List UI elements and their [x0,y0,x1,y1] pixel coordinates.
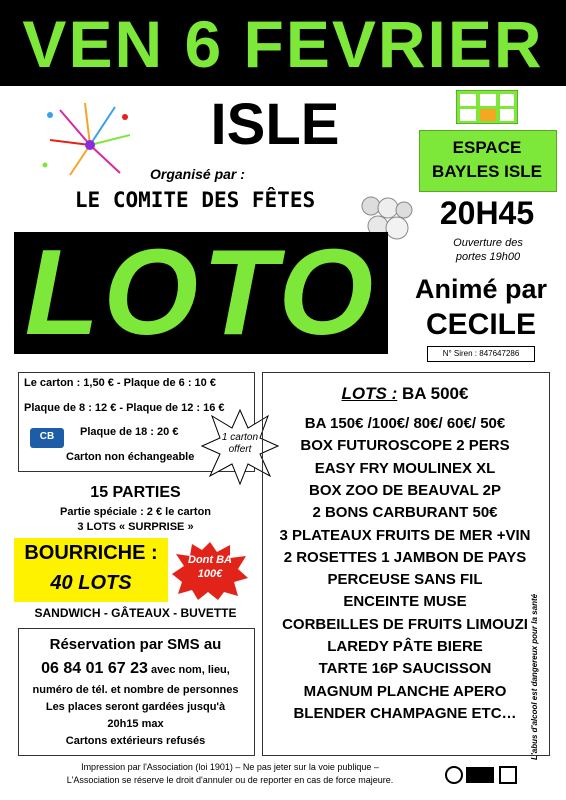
lot-item: TARTE 16P SAUCISSON [318,660,492,678]
bourriche-badge [178,553,242,581]
parties-title: 15 PARTIES [90,484,181,501]
footer-line1: Impression par l'Association (loi 1901) – Ne pas jeter sur la voie publique – [81,762,379,772]
reservation-line3: Les places seront gardées jusqu'à [45,701,226,713]
siren-number: N° Siren : 847647286 [427,346,535,362]
fireworks-icon [30,95,140,185]
doors-line1: Ouverture des [453,237,523,249]
bourriche-count: 40 LOTS [50,572,132,594]
reservation-phone-suffix: avec nom, lieu, [150,664,230,676]
offer-text [212,432,268,456]
lot-item: MAGNUM PLANCHE APERO [303,682,507,700]
venue-line1: ESPACE [452,138,522,157]
lot-item: 2 ROSETTES 1 JAMBON DE PAYS [283,548,527,566]
alcohol-warning-text: L'abus d'alcool est dangereux pour la santé [530,593,539,760]
bourriche-title: BOURRICHE : [24,542,158,564]
lot-item: CORBEILLES DE FRUITS LIMOUZI [282,615,528,633]
buvette-text: SANDWICH - GÂTEAUX - BUVETTE [34,606,237,620]
recycling-logo-icon [444,764,524,786]
special-game: Partie spéciale : 2 € le carton [59,506,212,518]
event-date: VEN 6 FEVRIER [22,7,544,81]
lot-item: 2 BONS CARBURANT 50€ [312,504,498,522]
lots-title [262,384,548,404]
lots-first: BA 500€ [401,384,469,403]
lot-item: ENCEINTE MUSE [343,593,467,611]
bingo-card-icon [456,90,518,124]
lot-item: BLENDER CHAMPAGNE ETC… [293,704,517,722]
organiser-name: LE COMITE DES FÊTES [74,188,316,212]
reservation-line2: numéro de tél. et nombre de personnes [32,684,239,696]
event-title: LOTO [24,224,378,360]
host-label: Animé par [414,274,548,304]
reservation-title: Réservation par SMS au [49,636,222,653]
badge-line2: 100€ [197,568,223,580]
venue-line2: BAYLES ISLE [432,162,542,181]
doors-line2: portes 19h00 [455,251,521,263]
badge-line1: Dont BA [188,554,232,566]
reservation-phone-line [18,660,253,678]
price-line-2: Plaque de 8 : 12 € - Plaque de 12 : 16 € [24,402,225,414]
lot-item: BA 150€ /100€/ 80€/ 60€/ 50€ [304,415,506,432]
offer-line2: offert [228,444,252,455]
surprise-lots: 3 LOTS « SURPRISE » [77,521,194,533]
lots-label: LOTS : [341,384,398,403]
price-line-4: Carton non échangeable [66,451,195,463]
offer-line1: 1 carton [221,432,259,443]
card-payment-label: CB [39,431,55,442]
lot-item: BOX ZOO DE BEAUVAL 2P [309,481,501,499]
start-time: 20H45 [439,195,535,231]
lot-item: 3 PLATEAUX FRUITS DE MER +VIN [279,526,531,544]
organiser-label: Organisé par : [150,166,245,182]
lot-item: EASY FRY MOULINEX XL [314,459,496,477]
price-line-1: Le carton : 1,50 € - Plaque de 6 : 10 € [24,377,216,389]
lot-item: PERCEUSE SANS FIL [327,571,483,589]
footer-line2: L'Association se réserve le droit d'annuler ou de reporter en cas de force majeure. [66,775,394,785]
doors-opening [428,236,548,264]
event-city: ISLE [210,92,340,157]
lot-item: BOX FUTUROSCOPE 2 PERS [300,437,510,455]
alcohol-warning [528,560,548,760]
host-name: CECILE [425,308,536,341]
reservation-line4: 20h15 max [107,718,164,730]
lot-item: LAREDY PÂTE BIERE [327,638,483,655]
venue-name [419,136,555,184]
price-line-3: Plaque de 18 : 20 € [80,426,179,438]
reservation-line5: Cartons extérieurs refusés [65,735,206,747]
reservation-phone: 06 84 01 67 23 [41,660,148,677]
